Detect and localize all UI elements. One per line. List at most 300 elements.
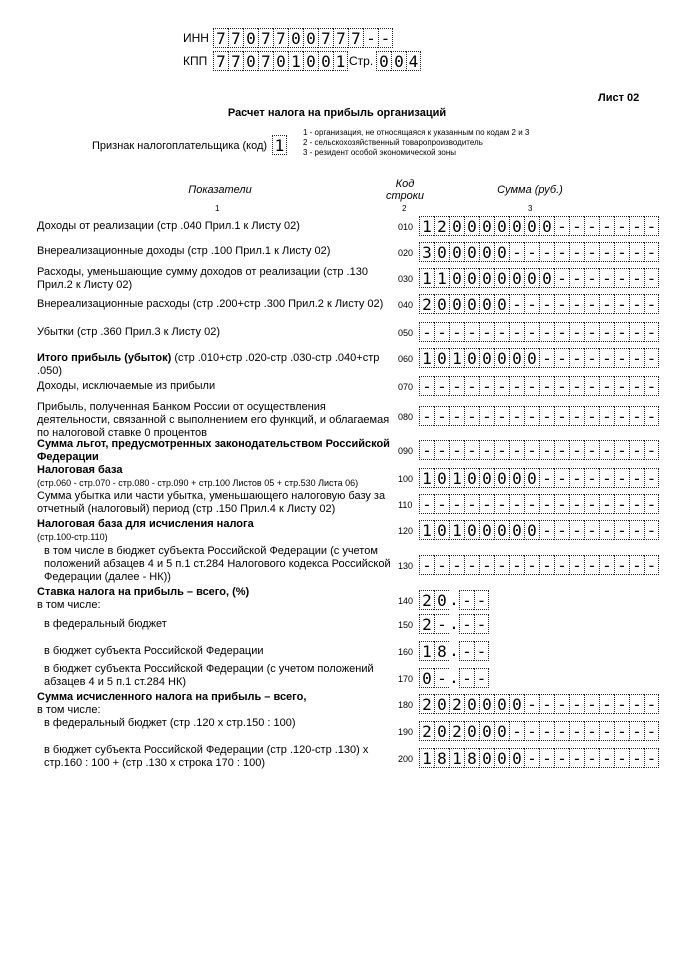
digit-cell[interactable]: - <box>629 468 644 488</box>
digit-cell[interactable]: - <box>614 555 629 575</box>
digit-cell[interactable]: 7 <box>213 28 228 48</box>
digit-cell[interactable]: - <box>554 520 569 540</box>
digit-cell[interactable]: - <box>494 440 509 460</box>
digit-cell[interactable]: - <box>539 294 554 314</box>
digit-cell[interactable]: - <box>554 555 569 575</box>
digit-cell[interactable]: 0 <box>509 216 524 236</box>
digit-cell[interactable]: - <box>614 406 629 426</box>
digit-cell[interactable]: 0 <box>494 520 509 540</box>
digit-cell[interactable]: - <box>509 294 524 314</box>
digit-cell[interactable]: - <box>554 268 569 288</box>
digit-cell[interactable]: 7 <box>318 28 333 48</box>
digit-cell[interactable]: - <box>584 494 599 514</box>
digit-cell[interactable]: - <box>569 322 584 342</box>
digit-cell[interactable]: - <box>479 406 494 426</box>
digit-cell[interactable]: - <box>419 406 434 426</box>
digit-cell[interactable]: 0 <box>464 268 479 288</box>
digit-cell[interactable]: 0 <box>494 268 509 288</box>
digit-cell[interactable]: - <box>644 216 659 236</box>
digit-cell[interactable]: 7 <box>228 51 243 71</box>
digit-cell[interactable]: - <box>629 520 644 540</box>
digit-cell[interactable]: - <box>554 468 569 488</box>
digit-cell[interactable]: - <box>599 721 614 741</box>
digit-cell[interactable]: - <box>614 494 629 514</box>
digit-cell[interactable]: 0 <box>509 694 524 714</box>
digit-cell[interactable]: 0 <box>494 694 509 714</box>
digit-cell[interactable]: - <box>629 406 644 426</box>
digit-cell[interactable]: - <box>629 322 644 342</box>
digit-cell[interactable]: 0 <box>449 242 464 262</box>
digit-cell[interactable]: 0 <box>509 748 524 768</box>
digit-cell[interactable]: - <box>524 721 539 741</box>
digit-cell[interactable]: 0 <box>509 348 524 368</box>
digit-cell[interactable]: 0 <box>318 51 333 71</box>
digit-cell[interactable]: 0 <box>434 468 449 488</box>
digit-cell[interactable]: - <box>539 555 554 575</box>
digit-cell[interactable]: - <box>644 406 659 426</box>
digit-cell[interactable]: 1 <box>449 348 464 368</box>
digit-cell[interactable]: - <box>629 694 644 714</box>
digit-cell[interactable]: - <box>584 520 599 540</box>
digit-cell[interactable]: - <box>434 440 449 460</box>
digit-cell[interactable]: - <box>629 294 644 314</box>
digit-cell[interactable]: - <box>434 406 449 426</box>
digit-cell[interactable]: - <box>644 748 659 768</box>
digit-cell[interactable]: - <box>539 494 554 514</box>
digit-cell[interactable]: - <box>554 216 569 236</box>
digit-cell[interactable]: - <box>584 348 599 368</box>
digit-cell[interactable]: - <box>614 348 629 368</box>
digit-cell[interactable]: - <box>449 440 464 460</box>
digit-cell[interactable]: - <box>569 748 584 768</box>
digit-cell[interactable]: 0 <box>434 294 449 314</box>
digit-cell[interactable]: 1 <box>419 268 434 288</box>
digit-cell[interactable]: - <box>554 376 569 396</box>
digit-cell[interactable]: - <box>629 242 644 262</box>
digit-cell[interactable]: - <box>554 348 569 368</box>
digit-cell[interactable]: - <box>419 440 434 460</box>
digit-cell[interactable]: 0 <box>464 694 479 714</box>
digit-cell[interactable]: 7 <box>348 28 363 48</box>
digit-cell[interactable]: 0 <box>479 721 494 741</box>
digit-cell[interactable]: - <box>569 721 584 741</box>
digit-cell[interactable]: - <box>554 242 569 262</box>
digit-cell[interactable]: - <box>614 748 629 768</box>
digit-cell[interactable]: - <box>554 406 569 426</box>
digit-cell[interactable]: - <box>464 406 479 426</box>
digit-cell[interactable]: 1 <box>288 51 303 71</box>
digit-cell[interactable]: - <box>459 668 474 688</box>
digit-cell[interactable]: 3 <box>419 242 434 262</box>
digit-cell[interactable]: 0 <box>524 468 539 488</box>
digit-cell[interactable]: - <box>599 322 614 342</box>
digit-cell[interactable]: - <box>419 376 434 396</box>
digit-cell[interactable]: - <box>509 555 524 575</box>
digit-cell[interactable]: - <box>569 268 584 288</box>
digit-cell[interactable]: - <box>494 406 509 426</box>
digit-cell[interactable]: 1 <box>449 748 464 768</box>
digit-cell[interactable]: - <box>569 376 584 396</box>
digit-cell[interactable]: 0 <box>303 28 318 48</box>
digit-cell[interactable]: 0 <box>434 694 449 714</box>
digit-cell[interactable]: - <box>569 242 584 262</box>
digit-cell[interactable]: 2 <box>449 694 464 714</box>
digit-cell[interactable]: 1 <box>333 51 348 71</box>
digit-cell[interactable]: - <box>599 294 614 314</box>
digit-cell[interactable]: - <box>629 348 644 368</box>
digit-cell[interactable]: 1 <box>419 520 434 540</box>
digit-cell[interactable]: 4 <box>406 51 421 71</box>
digit-cell[interactable]: - <box>644 555 659 575</box>
digit-cell[interactable]: - <box>539 406 554 426</box>
digit-cell[interactable]: 0 <box>449 268 464 288</box>
digit-cell[interactable]: 0 <box>243 51 258 71</box>
digit-cell[interactable]: 0 <box>464 242 479 262</box>
digit-cell[interactable]: - <box>614 440 629 460</box>
digit-cell[interactable]: 0 <box>524 520 539 540</box>
digit-cell[interactable]: 1 <box>419 216 434 236</box>
digit-cell[interactable]: - <box>584 376 599 396</box>
digit-cell[interactable]: 0 <box>434 721 449 741</box>
digit-cell[interactable]: 7 <box>333 28 348 48</box>
digit-cell[interactable]: - <box>599 376 614 396</box>
digit-cell[interactable]: 2 <box>419 590 434 610</box>
digit-cell[interactable]: 0 <box>479 520 494 540</box>
digit-cell[interactable]: - <box>599 555 614 575</box>
digit-cell[interactable]: 0 <box>494 748 509 768</box>
digit-cell[interactable]: - <box>614 468 629 488</box>
digit-cell[interactable]: - <box>474 641 489 661</box>
digit-cell[interactable]: - <box>494 494 509 514</box>
digit-cell[interactable]: 8 <box>434 641 449 661</box>
digit-cell[interactable]: 0 <box>509 520 524 540</box>
digit-cell[interactable]: 0 <box>464 216 479 236</box>
digit-cell[interactable]: - <box>584 694 599 714</box>
digit-cell[interactable]: 0 <box>464 348 479 368</box>
digit-cell[interactable]: 2 <box>434 216 449 236</box>
digit-cell[interactable]: 0 <box>464 721 479 741</box>
digit-cell[interactable]: - <box>509 376 524 396</box>
digit-cell[interactable]: - <box>614 242 629 262</box>
digit-cell[interactable]: - <box>599 406 614 426</box>
digit-cell[interactable]: - <box>474 668 489 688</box>
digit-cell[interactable]: - <box>629 376 644 396</box>
digit-cell[interactable]: - <box>539 376 554 396</box>
digit-cell[interactable]: - <box>554 294 569 314</box>
row-label <box>37 326 392 339</box>
digit-cell[interactable]: - <box>644 322 659 342</box>
digit-cell[interactable]: - <box>584 440 599 460</box>
digit-cell[interactable]: - <box>494 376 509 396</box>
digit-cell[interactable]: - <box>509 440 524 460</box>
digit-cell[interactable]: 0 <box>479 268 494 288</box>
digit-cell[interactable]: - <box>569 468 584 488</box>
digit-cell[interactable]: 0 <box>494 294 509 314</box>
digit-cell[interactable]: - <box>434 614 449 634</box>
digit-cell[interactable]: - <box>554 721 569 741</box>
digit-cell[interactable]: - <box>569 555 584 575</box>
digit-cell[interactable]: 0 <box>524 216 539 236</box>
digit-cell[interactable]: - <box>449 322 464 342</box>
digit-cell[interactable]: 0 <box>288 28 303 48</box>
digit-cell[interactable]: - <box>539 440 554 460</box>
digit-cell[interactable]: 1 <box>434 268 449 288</box>
digit-cell[interactable]: - <box>569 694 584 714</box>
digit-cell[interactable]: - <box>569 348 584 368</box>
digit-cell[interactable]: 1 <box>419 468 434 488</box>
digit-cell[interactable]: - <box>509 406 524 426</box>
digit-cell[interactable]: - <box>509 494 524 514</box>
digit-cell[interactable]: - <box>539 694 554 714</box>
digit-cell[interactable]: - <box>644 520 659 540</box>
digit-cell[interactable]: - <box>524 406 539 426</box>
digit-cell[interactable]: 1 <box>419 641 434 661</box>
digit-cell[interactable]: - <box>474 614 489 634</box>
digit-cell[interactable]: 0 <box>464 520 479 540</box>
digit-cell[interactable]: 0 <box>479 468 494 488</box>
digit-cell[interactable]: - <box>629 494 644 514</box>
digit-cell[interactable]: - <box>629 721 644 741</box>
digit-cell[interactable]: - <box>524 440 539 460</box>
digit-cell[interactable]: - <box>509 322 524 342</box>
digit-cell[interactable]: - <box>644 294 659 314</box>
digit-cell[interactable]: - <box>584 294 599 314</box>
digit-cell[interactable]: 0 <box>494 242 509 262</box>
digit-cell[interactable]: 0 <box>539 268 554 288</box>
digit-cell[interactable]: 0 <box>434 590 449 610</box>
digit-cell[interactable]: - <box>449 406 464 426</box>
digit-cell[interactable]: - <box>584 406 599 426</box>
digit-cell[interactable]: - <box>614 694 629 714</box>
digit-cell[interactable]: - <box>614 294 629 314</box>
digit-cell[interactable]: - <box>614 268 629 288</box>
digit-cell[interactable]: 0 <box>434 242 449 262</box>
digit-cell[interactable]: 0 <box>376 51 391 71</box>
digit-cell[interactable]: - <box>644 694 659 714</box>
digit-cell[interactable]: - <box>464 494 479 514</box>
digit-cell[interactable]: - <box>464 440 479 460</box>
digit-cell[interactable]: - <box>644 268 659 288</box>
digit-cell[interactable]: - <box>644 721 659 741</box>
digit-cell[interactable]: - <box>539 348 554 368</box>
digit-cell[interactable]: 0 <box>539 216 554 236</box>
digit-cell[interactable]: - <box>584 721 599 741</box>
digit-cell[interactable]: - <box>479 555 494 575</box>
digit-cell[interactable]: - <box>509 242 524 262</box>
digit-cell[interactable]: - <box>554 440 569 460</box>
digit-cell[interactable]: - <box>569 406 584 426</box>
digit-cell[interactable]: 7 <box>273 28 288 48</box>
digit-cell[interactable]: - <box>599 242 614 262</box>
digit-cell[interactable]: - <box>378 28 393 48</box>
digit-cell[interactable]: - <box>524 748 539 768</box>
digit-cell[interactable]: - <box>584 268 599 288</box>
digit-cell[interactable]: - <box>614 376 629 396</box>
digit-cell[interactable]: 0 <box>479 242 494 262</box>
digit-cell[interactable]: - <box>474 590 489 610</box>
digit-cell[interactable]: - <box>464 376 479 396</box>
digit-cell[interactable]: - <box>539 721 554 741</box>
digit-cell[interactable]: - <box>419 322 434 342</box>
digit-cell[interactable]: 1 <box>419 748 434 768</box>
digit-cell[interactable]: 2 <box>419 694 434 714</box>
digit-cell[interactable]: - <box>629 216 644 236</box>
digit-cell[interactable]: 2 <box>419 614 434 634</box>
digit-cell[interactable]: 2 <box>419 294 434 314</box>
digit-cell[interactable]: - <box>494 555 509 575</box>
digit-cell[interactable]: 0 <box>494 721 509 741</box>
digit-cell[interactable]: - <box>629 440 644 460</box>
digit-cell[interactable]: - <box>449 494 464 514</box>
digit-cell[interactable]: - <box>599 216 614 236</box>
digit-cell[interactable]: 0 <box>509 468 524 488</box>
digit-cell[interactable]: - <box>644 494 659 514</box>
digit-cell[interactable]: 0 <box>494 468 509 488</box>
digit-cell[interactable]: - <box>629 555 644 575</box>
digit-cell[interactable]: 0 <box>524 268 539 288</box>
digit-cell[interactable]: - <box>419 494 434 514</box>
digit-cell[interactable]: - <box>644 440 659 460</box>
digit-cell[interactable]: - <box>539 468 554 488</box>
digit-cell[interactable]: - <box>569 216 584 236</box>
digit-cell[interactable]: - <box>509 721 524 741</box>
digit-cell[interactable]: 2 <box>419 721 434 741</box>
digit-cell[interactable]: - <box>434 376 449 396</box>
digit-cell[interactable]: 1 <box>449 468 464 488</box>
digit-cell[interactable]: - <box>459 614 474 634</box>
digit-cell[interactable]: - <box>494 322 509 342</box>
digit-cell[interactable]: - <box>524 376 539 396</box>
digit-cell[interactable]: 0 <box>494 216 509 236</box>
digit-cell[interactable]: - <box>584 748 599 768</box>
digit-cell[interactable]: - <box>434 555 449 575</box>
digit-cell[interactable]: 0 <box>479 748 494 768</box>
digit-cell[interactable]: 0 <box>449 216 464 236</box>
digit-cell[interactable]: 2 <box>449 721 464 741</box>
digit-cell[interactable]: - <box>644 348 659 368</box>
digit-cell[interactable]: - <box>419 555 434 575</box>
digit-cell[interactable]: 8 <box>464 748 479 768</box>
digit-cell[interactable]: 1 <box>272 135 287 155</box>
row-label <box>37 352 392 378</box>
digit-cell[interactable]: 0 <box>449 294 464 314</box>
digit-cell[interactable]: - <box>599 440 614 460</box>
digit-cell[interactable]: 0 <box>479 694 494 714</box>
digit-cell[interactable]: - <box>524 494 539 514</box>
digit-cell[interactable]: - <box>554 748 569 768</box>
digit-cell[interactable]: - <box>539 242 554 262</box>
digit-cell[interactable]: - <box>524 242 539 262</box>
digit-cell[interactable]: 8 <box>434 748 449 768</box>
digit-cell[interactable]: 0 <box>479 348 494 368</box>
digit-cell[interactable]: - <box>569 440 584 460</box>
digit-cell[interactable]: 7 <box>213 51 228 71</box>
digit-cell[interactable]: - <box>584 468 599 488</box>
digit-cell[interactable]: - <box>434 494 449 514</box>
digit-cell[interactable]: - <box>554 494 569 514</box>
digit-cell[interactable]: 0 <box>479 294 494 314</box>
digit-cell[interactable]: - <box>449 555 464 575</box>
row-label <box>37 490 392 516</box>
digit-cell[interactable]: - <box>524 294 539 314</box>
digit-cell[interactable]: - <box>539 520 554 540</box>
digit-cell[interactable]: - <box>584 322 599 342</box>
digit-cell[interactable]: 0 <box>273 51 288 71</box>
digit-cell[interactable]: 0 <box>509 268 524 288</box>
digit-cell[interactable]: - <box>644 376 659 396</box>
digit-cell[interactable]: - <box>479 440 494 460</box>
digit-cell[interactable]: - <box>479 322 494 342</box>
digit-cell[interactable]: - <box>569 494 584 514</box>
digit-cell[interactable]: 0 <box>524 348 539 368</box>
digit-cell[interactable]: 0 <box>303 51 318 71</box>
digit-cell[interactable]: - <box>363 28 378 48</box>
digit-cell[interactable]: - <box>644 468 659 488</box>
digit-cell[interactable]: 0 <box>391 51 406 71</box>
digit-cell[interactable]: - <box>554 694 569 714</box>
digit-cell[interactable]: 1 <box>419 348 434 368</box>
digit-cell[interactable]: - <box>569 294 584 314</box>
digit-cell[interactable]: - <box>539 748 554 768</box>
digit-cell[interactable]: 1 <box>449 520 464 540</box>
digit-cell[interactable]: 7 <box>258 51 273 71</box>
digit-cell[interactable]: 0 <box>243 28 258 48</box>
digit-cell[interactable]: - <box>629 748 644 768</box>
digit-cell[interactable]: - <box>599 494 614 514</box>
digit-cell[interactable]: 7 <box>258 28 273 48</box>
digit-cell[interactable]: 7 <box>228 28 243 48</box>
digit-cell[interactable]: - <box>614 322 629 342</box>
digit-cell[interactable]: - <box>584 242 599 262</box>
digit-cell[interactable]: 0 <box>419 668 434 688</box>
digit-cell[interactable]: - <box>569 520 584 540</box>
digit-cell[interactable]: 0 <box>434 348 449 368</box>
digit-cell[interactable]: - <box>599 694 614 714</box>
digit-cell[interactable]: - <box>524 555 539 575</box>
digit-cell[interactable]: - <box>614 216 629 236</box>
digit-cell[interactable]: - <box>449 376 464 396</box>
digit-cell[interactable]: - <box>599 520 614 540</box>
digit-cell[interactable]: - <box>459 641 474 661</box>
digit-cell[interactable]: - <box>599 748 614 768</box>
digit-cell[interactable]: 0 <box>494 348 509 368</box>
digit-cell[interactable]: - <box>599 348 614 368</box>
digit-cell[interactable]: - <box>479 494 494 514</box>
digit-cell[interactable]: - <box>464 322 479 342</box>
digit-cell[interactable]: - <box>644 242 659 262</box>
digit-cell[interactable]: - <box>479 376 494 396</box>
digit-cell[interactable]: - <box>614 520 629 540</box>
digit-cell[interactable]: - <box>599 468 614 488</box>
digit-cell[interactable]: 0 <box>434 520 449 540</box>
digit-cell[interactable]: 0 <box>479 216 494 236</box>
digit-cell[interactable]: - <box>584 216 599 236</box>
digit-cell[interactable]: - <box>599 268 614 288</box>
digit-cell[interactable]: - <box>434 668 449 688</box>
digit-cell[interactable]: - <box>524 694 539 714</box>
digit-cell[interactable]: - <box>464 555 479 575</box>
digit-cell[interactable]: - <box>614 721 629 741</box>
digit-cell[interactable]: - <box>539 322 554 342</box>
digit-cell[interactable]: - <box>524 322 539 342</box>
digit-cell[interactable]: - <box>554 322 569 342</box>
digit-cell[interactable]: - <box>434 322 449 342</box>
digit-cell[interactable]: 0 <box>464 468 479 488</box>
digit-cell[interactable]: 0 <box>464 294 479 314</box>
digit-cell[interactable]: - <box>629 268 644 288</box>
digit-cell[interactable]: - <box>584 555 599 575</box>
digit-cell[interactable]: - <box>459 590 474 610</box>
